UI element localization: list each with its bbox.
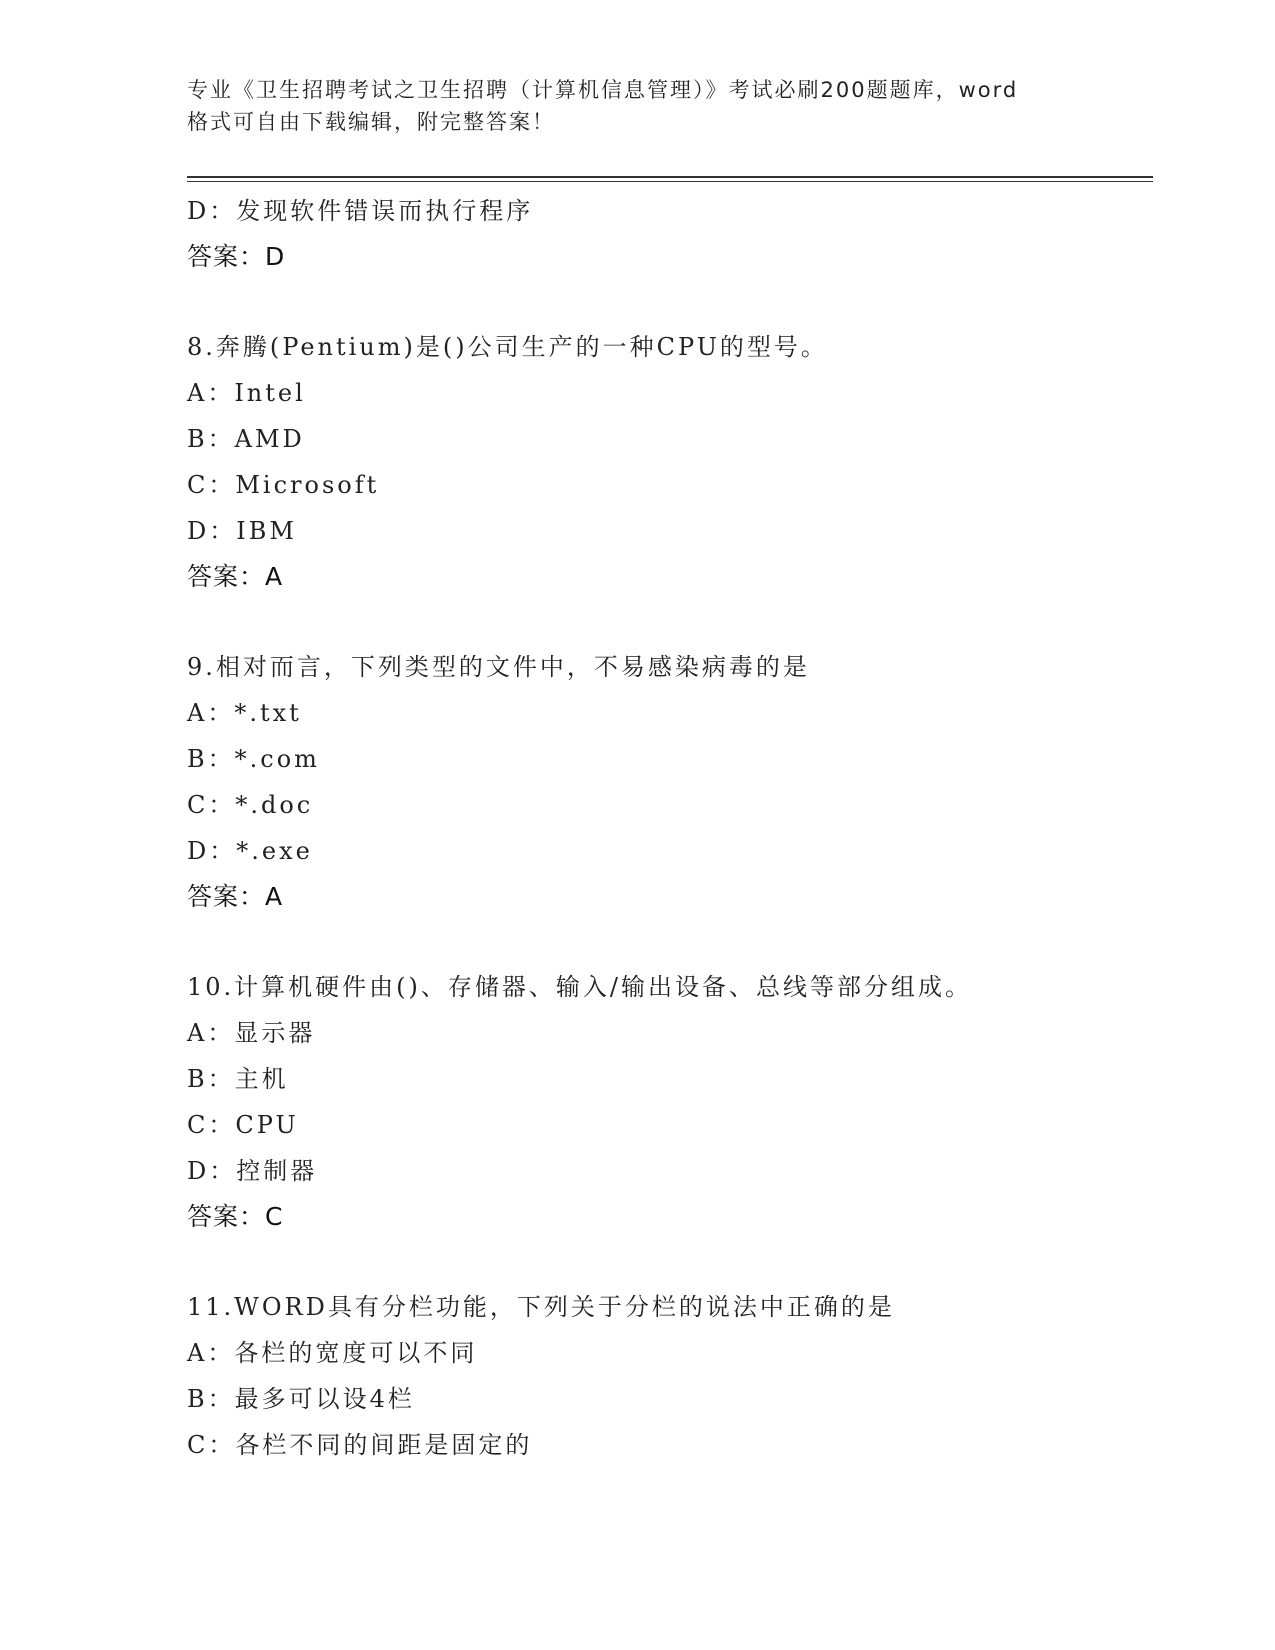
option-b: B：最多可以设4栏: [187, 1385, 415, 1413]
answer-line: 答案：A: [187, 562, 284, 591]
option-c: C：*.doc: [187, 791, 314, 819]
option-a: A：各栏的宽度可以不同: [187, 1339, 478, 1367]
option-a: A：Intel: [187, 379, 306, 407]
answer-line: 答案：A: [187, 882, 284, 911]
question-list: [187, 188, 1153, 1468]
question-block-11: [187, 1284, 1153, 1468]
option-d: D：发现软件错误而执行程序: [187, 197, 534, 225]
spacer: [187, 920, 1153, 964]
question-block-10: [187, 964, 1153, 1240]
option-c: C：Microsoft: [187, 471, 380, 499]
question-stem: 8.奔腾(Pentium)是()公司生产的一种CPU的型号。: [187, 333, 828, 361]
header-line-2: 格式可自由下载编辑，附完整答案！: [187, 110, 555, 134]
option-c: C：CPU: [187, 1111, 299, 1139]
option-b: B：AMD: [187, 425, 305, 453]
option-a: A：*.txt: [187, 699, 302, 727]
header-rule-top: [187, 176, 1153, 178]
option-a: A：显示器: [187, 1019, 316, 1047]
spacer: [187, 280, 1153, 324]
answer-line: 答案：D: [187, 242, 286, 271]
header-rule-bottom: [187, 181, 1153, 182]
option-d: D：*.exe: [187, 837, 313, 865]
question-stem: 11.WORD具有分栏功能，下列关于分栏的说法中正确的是: [187, 1293, 895, 1321]
option-d: D：控制器: [187, 1157, 318, 1185]
answer-line: 答案：C: [187, 1202, 284, 1231]
document-header: [187, 74, 1087, 138]
question-block-8: [187, 324, 1153, 600]
header-line-1: 专业《卫生招聘考试之卫生招聘（计算机信息管理）》考试必刷200题题库，word: [187, 78, 1019, 102]
option-b: B：*.com: [187, 745, 320, 773]
option-b: B：主机: [187, 1065, 289, 1093]
option-c: C：各栏不同的间距是固定的: [187, 1431, 533, 1459]
question-stem: 10.计算机硬件由()、存储器、输入/输出设备、总线等部分组成。: [187, 973, 972, 1001]
question-stem: 9.相对而言，下列类型的文件中，不易感染病毒的是: [187, 653, 810, 681]
spacer: [187, 600, 1153, 644]
option-d: D：IBM: [187, 517, 297, 545]
spacer: [187, 1240, 1153, 1284]
question-block-9: [187, 644, 1153, 920]
question-block-prev: [187, 188, 1153, 280]
